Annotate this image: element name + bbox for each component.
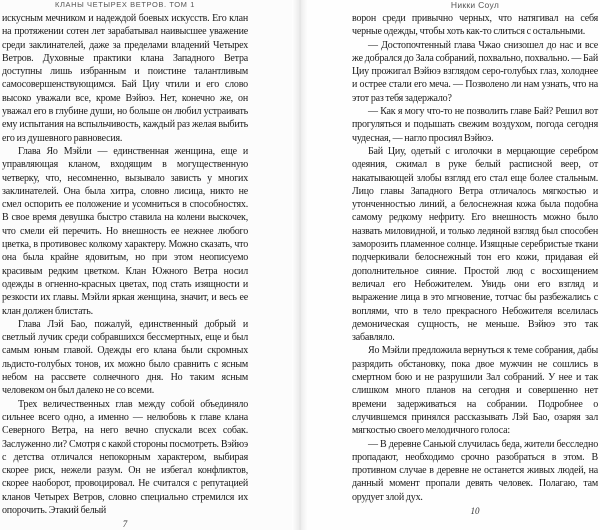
paragraph: Трех величественных глав между собой объединяло сильнее всего одно, а именно — нелюбовь к главе клана Северного Ветра, на него вечно спускали всех собак. Заслуженно ли? Смотря с какой стороны посмотреть. Вэйюэ с детства отличался непокорным характером, выбирая скорее риск, нежели разум. Он не избегал конфликтов, скорее наоборот, провоцировал. Не считался с репутацией кланов Четырех Ветров, словно специально стремился их опорочить. Этакий белый [2,398,248,516]
paragraph: Глава Лэй Бао, пожалуй, единственный добрый и светлый лучик среди собравшихся бессмертных, еще и был самым юным главой. Одежды его клана были скромных льдисто-голубых тонов, их можно было сравнить с ясным небом на рассвете солнечного дня. Но таким ясным человеком он был далеко не со всеми. [2,318,248,397]
paragraph: — В деревне Саньюй случилась беда, жители бесследно пропадают, необходимо срочно разобраться в этом. В противном случае в деревне не останется живых людей, на данный момент пропали девять человек. Полагаю, там орудует злой дух. [352,438,598,503]
running-head-book-title: КЛАНЫ ЧЕТЫРЕХ ВЕТРОВ. ТОМ 1 [55,0,195,9]
right-page-body [352,12,598,504]
paragraph: Бай Циу, одетый с иголочки в мерцающие серебром одеяния, сжимал в руке белый расписной веер, от накатывающей злобы взгляд его стал еще более стальным. Лицо главы Западного Ветра отличалось мягкостью и утонченностью линий, а белоснежная кожа была подобна самому редкому нефриту. Его внешность можно было назвать миловидной, и только ледяной взгляд был способен заморозить пламенное солнце. Изящные серебристые ткани подчеркивали белоснежный тон его кожи, придавая ей дополнительное сияние. Простой люд с восхищением величал его Небожителем. Увидь они его взгляд и выражение лица в это мгновение, тотчас бы разбежались с воплями, что в тело прекрасного Небожителя вселилась демоническая сущность, не меньше. Вэйюэ это так забавляло. [352,145,598,344]
page-number: 7 [122,519,128,530]
paragraph: ворон среди привычно черных, что натягивал на себя черные одежды, чтобы хоть как-то слиться с остальными. [352,13,598,38]
paragraph: — Достопочтенный глава Чжао снизошел до нас и все же добрался до Зала собраний, похвально, похвально. — Бай Циу прожигал Вэйюэ взглядом серо-голубых глаз, холоднее и острее стали его меча. — Позволено ли нам узнать, что на этот раз тебя задержало? [352,39,598,104]
page-number: 10 [470,505,480,516]
paragraph: Глава Яо Мэйли — единственная женщина, еще и управляющая кланом, входящим в могущественную четверку, что, несомненно, вызывало зависть у многих заклинателей. Она была хитра, словно лисица, никто не смел оспорить ее положение и усомниться в способностях. В свое время девушка быстро ставила на колени выскочек, что смели ей перечить. Но внешность ее нежнее любого цветка, в противовес колкому характеру. Можно сказать, что она была крайне ядовитым, но при этом неописуемо красивым редким цветком. Клан Южного Ветра носил одежды в огненно-красных цветах, под стать изящности и резкости их главы. Мэйли яркая женщина, значит, и весь ее клан должен блистать. [2,145,248,317]
paragraph: искусным мечником и надеждой боевых искусств. Его клан на протяжении сотен лет зарабатывал наивысшее уважение среди заклинателей, даже за пределами владений Четырех Ветров. Духовные практики клана Западного Ветра доступны лишь избранным и поистине талантливым самосовершенствующимся. Бай Циу чтили и его слово высоко уважали все, кроме Вэйюэ. Нет, конечно же, он уважал его в глубине души, но больше он любил устраивать ему испытания на вспыльчивость, каждый раз желая выбить его из душевного равновесия. [2,13,248,144]
right-page [300,0,600,530]
paragraph: — Как я могу что-то не позволить главе Бай? Решил вот прогуляться и подышать свежим воздухом, погода сегодня чудесная, — нагло просиял Вэйюэ. [352,106,598,144]
paragraph: Яо Мэйли предложила вернуться к теме собрания, дабы разрядить обстановку, пока двое мужчин не сошлись в смертном бою и не разрушили Зал собраний. У нее и так слишком много планов на сегодня и совершенно нет времени задерживаться на собрании. Подробнее о случившемся принялся рассказывать Лэй Бао, озаряя зал мягкостью своего мелодичного голоса: [352,345,598,437]
running-head-author: Никки Соул [450,0,500,10]
left-page-body [2,12,248,517]
